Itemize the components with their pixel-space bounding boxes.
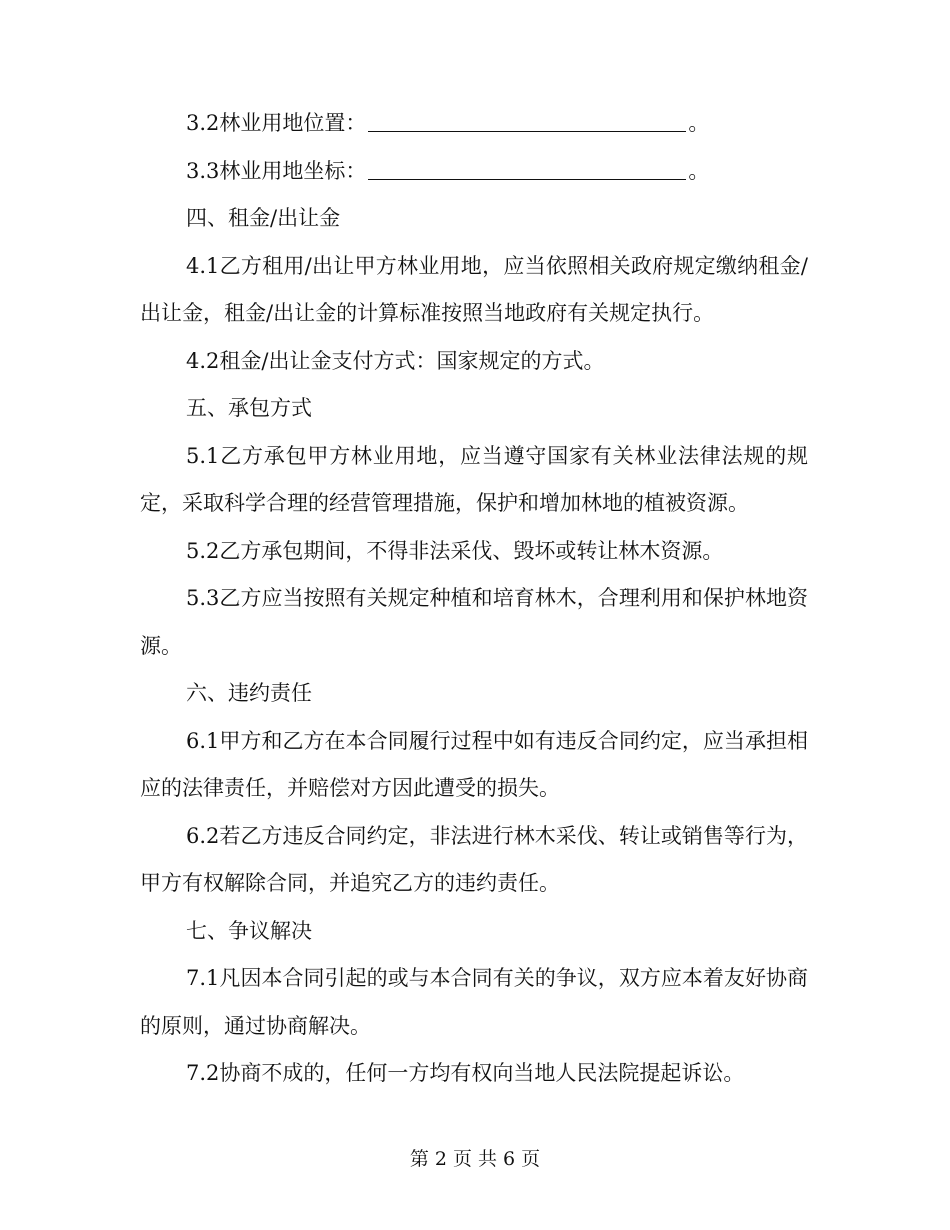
fill-in-blank[interactable] — [368, 157, 686, 180]
section-heading: 五、承包方式 — [186, 396, 312, 420]
section-heading: 四、租金/出让金 — [186, 206, 341, 230]
paragraph: 6.1甲方和乙方在本合同履行过程中如有违反合同约定，应当承担相应的法律责任，并赔偿对方因此遭受的损失。 — [140, 728, 808, 800]
paragraph: 7.1凡因本合同引起的或与本合同有关的争议，双方应本着友好协商的原则，通过协商解决。 — [140, 966, 808, 1038]
paragraph: 4.2租金/出让金支付方式：国家规定的方式。 — [186, 348, 605, 373]
paragraph: 5.2乙方承包期间，不得非法采伐、毁坏或转让林木资源。 — [186, 538, 724, 563]
field-suffix: 。 — [688, 158, 710, 183]
fill-in-blank[interactable] — [368, 109, 686, 132]
paragraph: 7.2协商不成的，任何一方均有权向当地人民法院提起诉讼。 — [186, 1061, 745, 1085]
field-suffix: 。 — [688, 111, 710, 135]
section-heading: 六、违约责任 — [186, 681, 312, 705]
paragraph: 5.3乙方应当按照有关规定种植和培育林木，合理利用和保护林地资源。 — [140, 586, 808, 658]
paragraph: 5.1乙方承包甲方林业用地，应当遵守国家有关林业法律法规的规定，采取科学合理的经营管理措施，保护和增加林地的植被资源。 — [140, 443, 808, 515]
field-3-2 — [140, 100, 808, 148]
section-heading: 七、争议解决 — [186, 918, 312, 943]
paragraph: 4.1乙方租用/出让甲方林业用地，应当依照相关政府规定缴纳租金/出让金，租金/出让金的计算标准按照当地政府有关规定执行。 — [140, 253, 808, 325]
field-label: 3.2林业用地位置： — [186, 111, 367, 135]
field-3-3 — [140, 148, 808, 196]
field-label: 3.3林业用地坐标： — [186, 158, 367, 183]
document-body — [140, 100, 808, 1098]
page-number-footer: 第 2 页 共 6 页 — [409, 1148, 541, 1170]
paragraph: 6.2若乙方违反合同约定，非法进行林木采伐、转让或销售等行为，甲方有权解除合同，并追究乙方的违约责任。 — [140, 823, 808, 895]
